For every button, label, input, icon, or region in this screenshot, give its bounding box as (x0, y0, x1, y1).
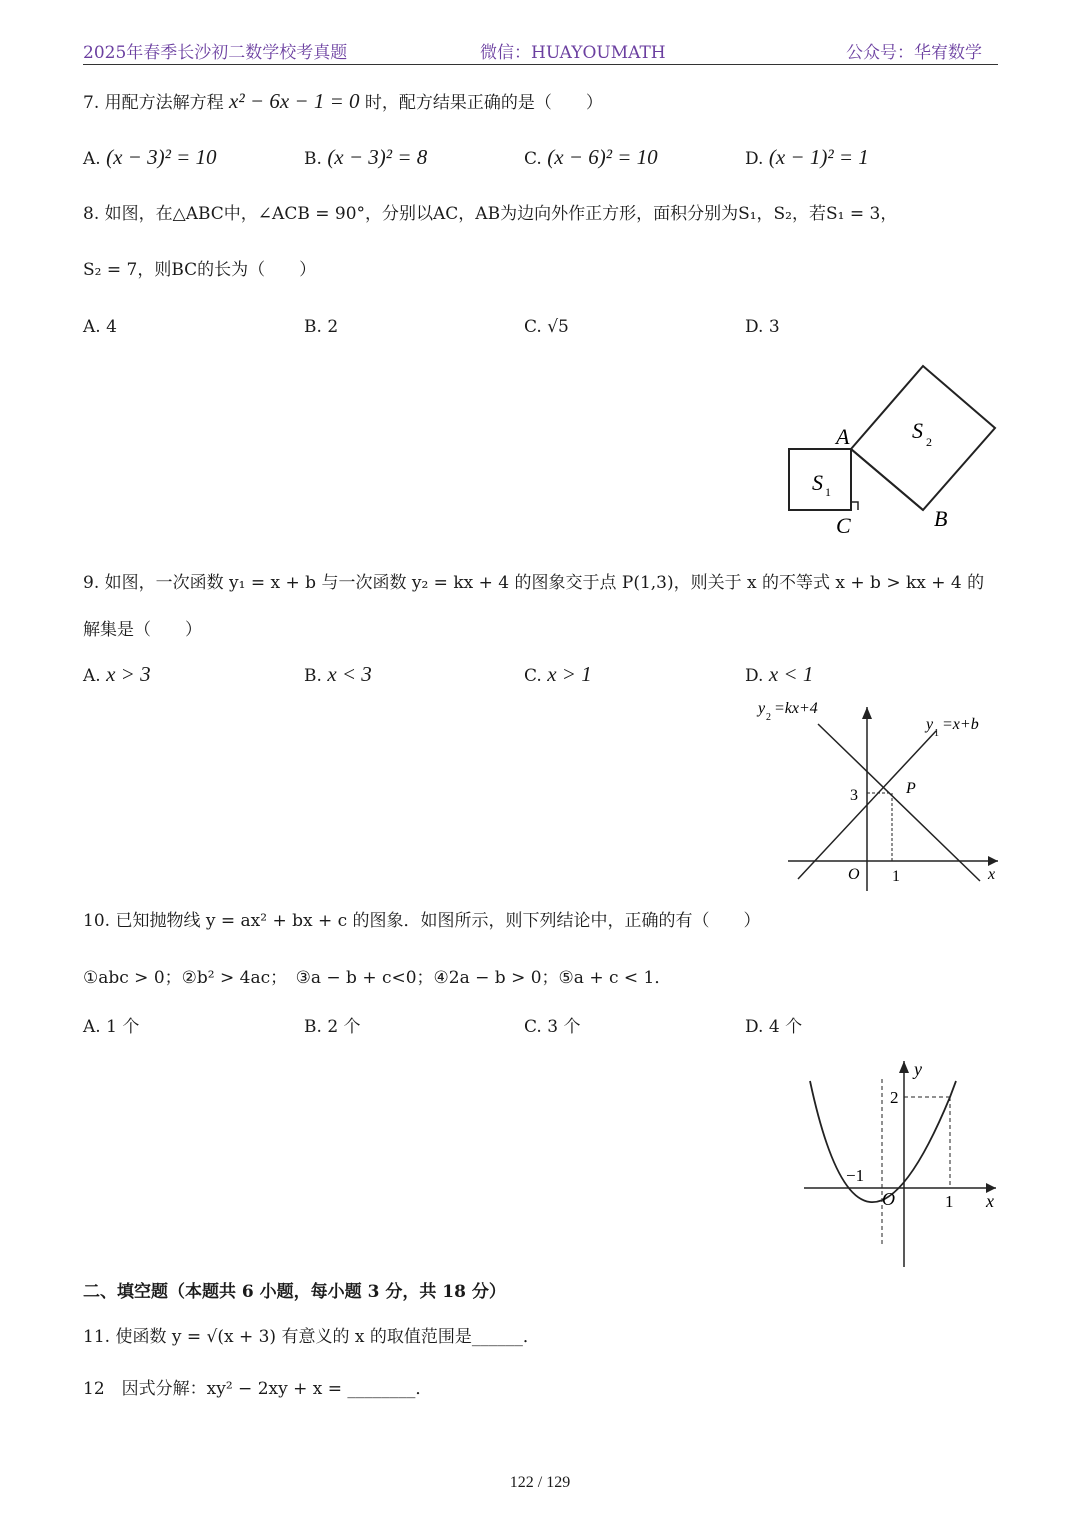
label-origin: O (848, 866, 860, 883)
label-c: C (836, 513, 851, 538)
q8-figure (780, 360, 1010, 540)
label-x: x (986, 1191, 994, 1211)
header-left: 2025年春季长沙初二数学校考真题 (83, 43, 348, 63)
q8-option-c: C. √5 (524, 317, 569, 337)
q8-option-a: A. 4 (83, 317, 117, 337)
question-12: 12 因式分解：xy² − 2xy + x = ________． (83, 1379, 433, 1399)
label-b: B (934, 506, 948, 531)
tick-2: 2 (890, 1088, 899, 1107)
section-2-title: 二、填空题（本题共 6 小题，每小题 3 分，共 18 分） (83, 1282, 506, 1302)
question-7-text-a: 用配方法解方程 (104, 93, 224, 113)
label-y1: y (926, 716, 934, 733)
q7-option-a: A. (x − 3)² = 10 (83, 145, 217, 169)
label-y2: y (758, 700, 766, 717)
question-7 (83, 86, 603, 118)
q9-option-c: C. x > 1 (524, 662, 592, 686)
q7-option-d: D. (x − 1)² = 1 (745, 145, 869, 169)
square-s2 (851, 366, 995, 510)
question-7-text-b: 时，配方结果正确的是（ ） (364, 93, 603, 113)
question-10-line2: ①abc > 0；②b² > 4ac； ③a − b + c<0；④2a − b > 0；⑤a + c < 1． (83, 968, 672, 988)
tick-minus1: −1 (846, 1166, 865, 1185)
label-x: x (988, 866, 996, 883)
q9-option-a: A. x > 3 (83, 662, 151, 686)
q10-option-d: D. 4 个 (745, 1017, 803, 1037)
header-center: 微信：HUAYOUMATH (480, 43, 666, 63)
question-11: 11. 使函数 y = √(x + 3) 有意义的 x 的取值范围是______． (83, 1327, 540, 1347)
label-s1: S (812, 470, 823, 495)
question-10-line1: 10. 已知抛物线 y = ax² + bx + c 的图象．如图所示，则下列结论中，正确的有（ ） (83, 911, 761, 931)
q9-option-d: D. x < 1 (745, 662, 814, 686)
y-axis-arrow (899, 1061, 909, 1073)
q8-option-b: B. 2 (304, 317, 339, 337)
page-number: 122 / 129 (509, 1474, 571, 1491)
question-8-line1: 8. 如图，在△ABC中，∠ACB = 90°，分别以AC，AB为边向外作正方形，面积分别为S₁，S₂，若S₁ = 3， (83, 204, 898, 224)
question-8-line2: S₂ = 7，则BC的长为（ ） (83, 260, 317, 280)
q10-figure (800, 1055, 1010, 1275)
q10-option-b: B. 2 个 (304, 1017, 361, 1037)
header-right: 公众号：华宥数学 (846, 43, 982, 63)
question-7-equation: x² − 6x − 1 = 0 (229, 89, 360, 113)
header-rule (83, 64, 998, 65)
q9-option-b: B. x < 3 (304, 662, 372, 686)
label-p: P (906, 780, 916, 797)
q8-option-d: D. 3 (745, 317, 780, 337)
line-y2 (818, 724, 980, 881)
question-9-line2: 解集是（ ） (83, 620, 202, 640)
label-y1-sub: 1 (934, 728, 939, 739)
question-7-number: 7. (83, 93, 100, 113)
right-angle-mark (851, 502, 858, 510)
q10-option-c: C. 3 个 (524, 1017, 581, 1037)
label-origin: O (882, 1189, 895, 1209)
label-a: A (836, 424, 850, 449)
label-s1-sub: 1 (825, 485, 831, 499)
label-y1-eq: =x+b (942, 716, 979, 733)
label-y2-sub: 2 (766, 712, 771, 723)
label-y2-eq: =kx+4 (774, 700, 818, 717)
hypotenuse-ab (851, 449, 923, 510)
label-s2-sub: 2 (926, 435, 932, 449)
y-axis-arrow (862, 707, 872, 719)
label-y: y (914, 1059, 922, 1079)
label-s2: S (912, 418, 923, 443)
parabola (810, 1081, 956, 1202)
tick-x-1: 1 (892, 868, 900, 885)
q9-figure (750, 695, 1010, 895)
question-9-line1: 9. 如图，一次函数 y₁ = x + b 与一次函数 y₂ = kx + 4 的图象交于点 P(1,3)，则关于 x 的不等式 x + b > kx + 4 的 (83, 573, 985, 593)
q7-option-b: B. (x − 3)² = 8 (304, 145, 428, 169)
q10-option-a: A. 1 个 (83, 1017, 140, 1037)
q7-option-c: C. (x − 6)² = 10 (524, 145, 658, 169)
tick-1: 1 (945, 1192, 954, 1211)
tick-y-3: 3 (850, 787, 858, 804)
x-axis-arrow (988, 856, 998, 866)
